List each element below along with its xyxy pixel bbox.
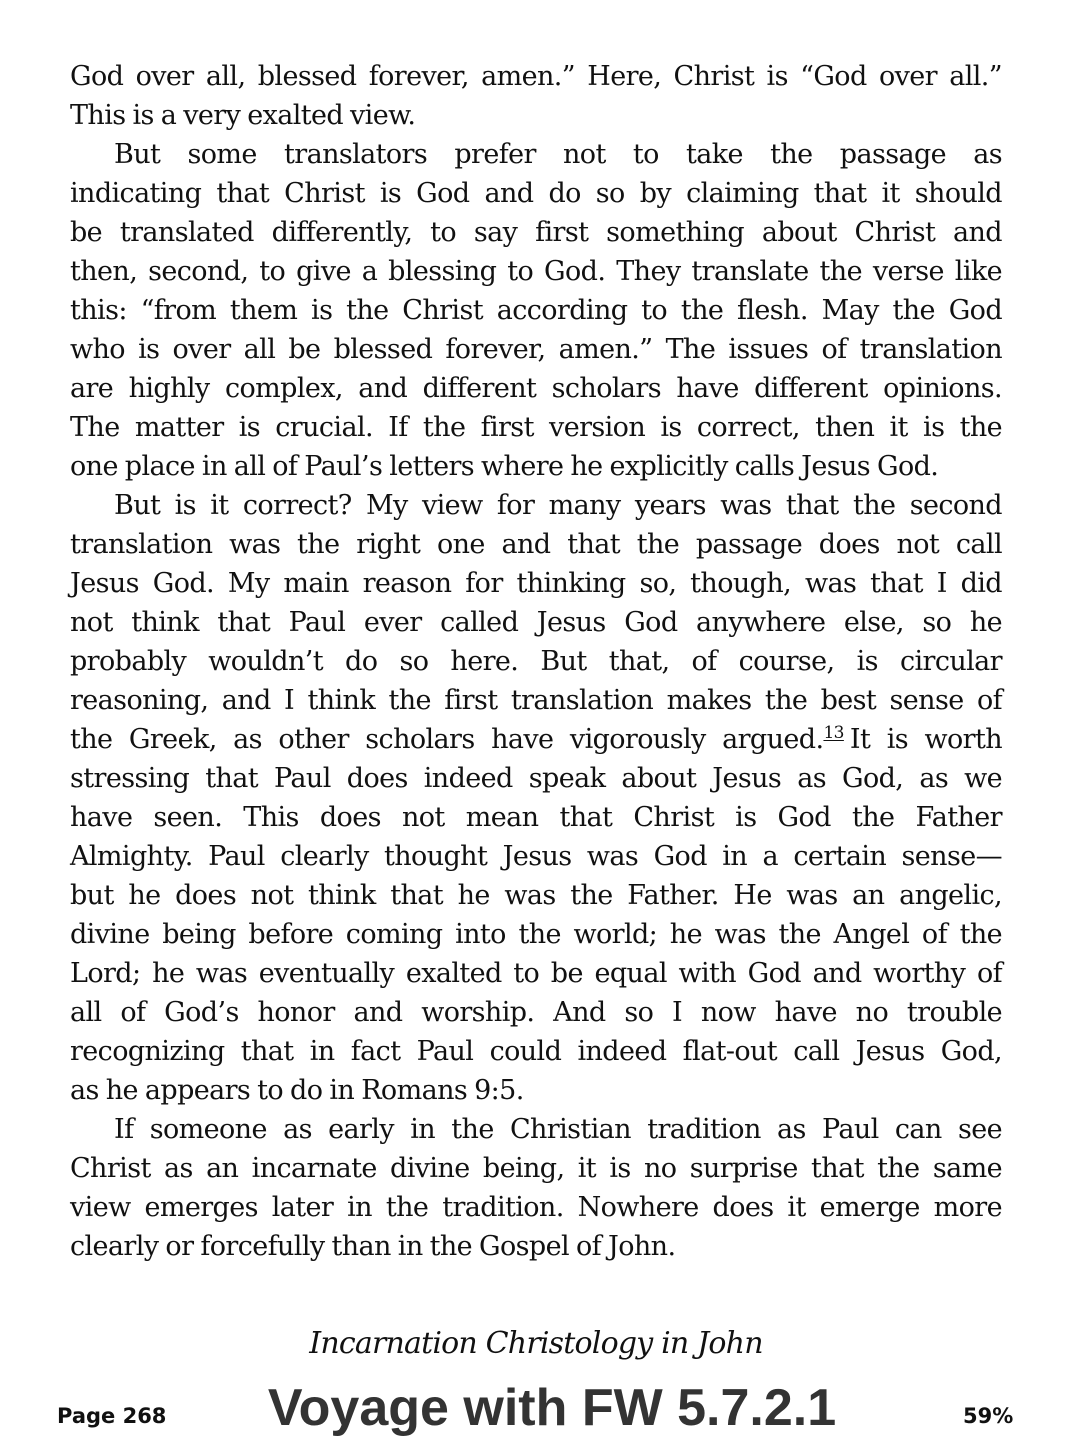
- text-line: who is over all be blessed forever, amen.” The issues of translation: [70, 334, 1002, 365]
- text-line: view emerges later in the tradition. Nowhere does it emerge more: [70, 1192, 1002, 1223]
- text-line: reasoning, and I think the first translation makes the best sense of: [70, 685, 1002, 716]
- text-line: Christ as an incarnate divine being, it is no surprise that the same: [70, 1153, 1002, 1184]
- text-line: probably wouldn’t do so here. But that, of course, is circular: [70, 646, 1002, 677]
- text-line: stressing that Paul does indeed speak about Jesus as God, as we: [70, 763, 1002, 794]
- text-line: are highly complex, and different scholars have different opinions.: [70, 373, 1002, 404]
- book-page-body: [70, 57, 1002, 1266]
- text-line: divine being before coming into the world; he was the Angel of the: [70, 919, 1002, 950]
- text-line-with-footnote: [70, 720, 1002, 759]
- text-segment: the Greek, as other scholars have vigorously argued.: [70, 724, 824, 755]
- text-line: If someone as early in the Christian tradition as Paul can see: [114, 1114, 1002, 1145]
- reading-progress-percent: 59%: [963, 1404, 1014, 1428]
- text-line: all of God’s honor and worship. And so I now have no trouble: [70, 997, 1002, 1028]
- text-line: Lord; he was eventually exalted to be equal with God and worthy of: [70, 958, 1002, 989]
- text-line: The matter is crucial. If the first version is correct, then it is the: [70, 412, 1002, 443]
- text-line: not think that Paul ever called Jesus God anywhere else, so he: [70, 607, 1002, 638]
- paragraph: [70, 1110, 1002, 1266]
- text-line: clearly or forcefully than in the Gospel of John.: [70, 1231, 676, 1262]
- page-number-indicator: Page 268: [57, 1404, 167, 1428]
- paragraph: [70, 57, 1002, 135]
- text-line: translation was the right one and that the passage does not call: [70, 529, 1002, 560]
- text-line: Almighty. Paul clearly thought Jesus was God in a certain sense—: [70, 841, 1002, 872]
- device-firmware-watermark: Voyage with FW 5.7.2.1: [267, 1379, 837, 1437]
- text-line: Jesus God. My main reason for thinking so, though, was that I did: [70, 568, 1002, 599]
- text-line: as he appears to do in Romans 9:5.: [70, 1075, 524, 1106]
- paragraph: [70, 486, 1002, 1110]
- text-line: recognizing that in fact Paul could indeed flat-out call Jesus God,: [70, 1036, 1002, 1067]
- section-heading: Incarnation Christology in John: [309, 1326, 763, 1361]
- text-line: this: “from them is the Christ according to the flesh. May the God: [70, 295, 1002, 326]
- text-line: But is it correct? My view for many years was that the second: [114, 490, 1002, 521]
- text-line: be translated differently, to say first something about Christ and: [70, 217, 1002, 248]
- text-line: one place in all of Paul’s letters where he explicitly calls Jesus God.: [70, 451, 939, 482]
- paragraph: [70, 135, 1002, 486]
- text-line: God over all, blessed forever, amen.” Here, Christ is “God over all.”: [70, 61, 1002, 92]
- text-segment: It is worth: [849, 724, 1002, 755]
- text-line: indicating that Christ is God and do so by claiming that it should: [70, 178, 1002, 209]
- footnote-link[interactable]: 13: [823, 723, 844, 743]
- text-line: But some translators prefer not to take the passage as: [114, 139, 1002, 170]
- text-line: This is a very exalted view.: [70, 100, 416, 131]
- text-line: have seen. This does not mean that Christ is God the Father: [70, 802, 1002, 833]
- text-line: then, second, to give a blessing to God. They translate the verse like: [70, 256, 1002, 287]
- text-line: but he does not think that he was the Father. He was an angelic,: [70, 880, 1002, 911]
